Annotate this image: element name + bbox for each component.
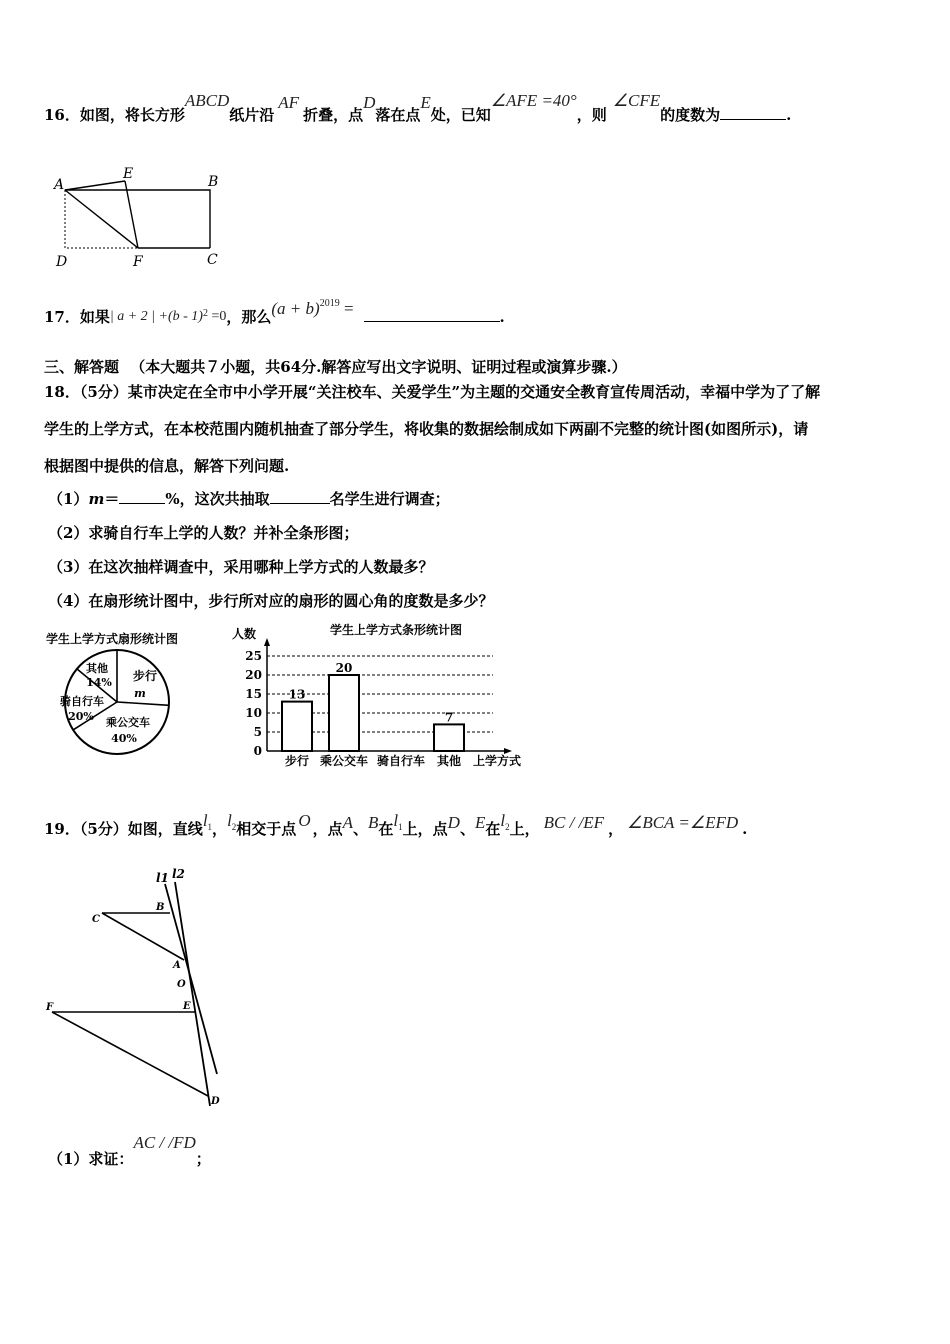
q19-label-b: B <box>156 902 165 913</box>
q16-label-d: D <box>56 254 68 270</box>
pie-value-bike: 20% <box>68 710 94 723</box>
q18-line1: 18．（5分）某市决定在全市中小学开展“关注校车、关爱学生”为主题的交通安全教育宣传周活动，幸福中学为了了解 <box>44 383 821 401</box>
q18-sub3: （3）在这次抽样调查中，采用哪种上学方式的人数最多？ <box>48 558 434 576</box>
bar-value-label-3: 7 <box>444 710 454 725</box>
q17-number: 17． <box>44 308 80 326</box>
q18-line3: 根据图中提供的信息，解答下列问题. <box>44 457 290 475</box>
q18-sub4: （4）在扇形统计图中，步行所对应的扇形的圆心角的度数是多少？ <box>48 592 494 610</box>
q19-line: 19．（5分）如图，直线$l^1$，$l^2$相交于点 O ，点A、B在$l^1$上，点D、E在$l^2$上， BC / /EF ， ∠BCA =∠EFD . <box>44 811 748 838</box>
bar-ytick-5: 5 <box>253 725 262 739</box>
q17-answer-blank <box>364 307 500 322</box>
bar-xtick-0: 步行 <box>284 754 310 768</box>
q16-seg-ef <box>125 181 138 248</box>
q18-sub1: （1）m＝ %，这次共抽取 名学生进行调查； <box>48 490 450 508</box>
bar-value-label-0: 13 <box>288 687 306 702</box>
q16-rect-dotted <box>65 190 210 248</box>
q16-figure <box>40 160 240 272</box>
q19-line-l2 <box>175 882 210 1106</box>
q19-label-a: A <box>173 960 181 971</box>
q19-number: 19．（5分）如图，直线 <box>44 820 203 838</box>
bar-xtick-2: 骑自行车 <box>376 754 426 768</box>
q17-line: 17．如果| a + 2 | +(b - 1)$^2$ =0，那么$(a + b)^{2019}$ = . <box>44 298 505 326</box>
q16-line: 16．如图，将长方形ABCD纸片沿AF折叠，点D落在点E处，已知∠AFE =40°，则∠CFE的度数为 . <box>44 91 792 124</box>
bar-ytick-25: 25 <box>245 649 262 663</box>
q16-seg-af <box>65 190 138 248</box>
q16-label-a: A <box>54 177 65 193</box>
pie-chart-title: 学生上学方式扇形统计图 <box>46 632 179 646</box>
q18-sub2: （2）求骑自行车上学的人数？并补全条形图； <box>48 524 359 542</box>
bar-ytick-10: 10 <box>245 706 262 720</box>
q16-seg-ae <box>65 181 125 190</box>
q16-number: 16． <box>44 106 80 124</box>
q19-label-e: E <box>183 1001 191 1012</box>
q19-label-l1: l1 <box>156 871 169 885</box>
q19-seg-ca <box>102 913 184 960</box>
q19-label-f: F <box>46 1002 54 1013</box>
q19-label-l2: l2 <box>172 867 185 881</box>
q16-rect-solid <box>65 190 210 248</box>
pie-label-bike: 骑自行车 <box>60 695 104 708</box>
q16-answer-blank <box>720 105 786 120</box>
bar-xtick-1: 乘公交车 <box>319 754 369 768</box>
pie-value-other: 14% <box>86 676 112 689</box>
q16-label-e: E <box>123 166 134 182</box>
q19-label-o: O <box>177 979 186 990</box>
bar-1 <box>329 675 359 751</box>
pie-value-walk: m <box>134 687 146 700</box>
bar-chart <box>225 618 535 770</box>
q19-part1: （1）求证：AC / /FD； <box>48 1133 211 1168</box>
bar-chart-title: 学生上学方式条形统计图 <box>330 623 463 637</box>
q18-m-blank <box>119 489 165 504</box>
bar-ytick-0: 0 <box>253 744 262 758</box>
q19-seg-fd <box>52 1012 208 1096</box>
bar-y-axis-arrow <box>264 638 270 646</box>
q19-label-c: C <box>92 914 100 925</box>
pie-label-walk: 步行 <box>132 669 158 683</box>
q16-label-c: C <box>207 252 218 268</box>
pie-label-bus: 乘公交车 <box>106 716 150 729</box>
q16-label-f: F <box>133 254 143 270</box>
q19-label-d: D <box>211 1096 220 1107</box>
bar-ytick-20: 20 <box>245 668 262 682</box>
bar-3 <box>434 724 464 751</box>
pie-label-other: 其他 <box>86 662 108 675</box>
q18-count-blank <box>270 489 330 504</box>
pie-chart <box>60 646 180 762</box>
bar-chart-xlabel: 上学方式 <box>473 754 522 768</box>
pie-slice-boundary-1 <box>117 702 169 705</box>
bar-0 <box>282 702 312 751</box>
bar-ytick-15: 15 <box>245 687 262 701</box>
q19-figure <box>40 864 240 1114</box>
bar-xtick-3: 其他 <box>436 754 462 768</box>
bar-chart-ylabel: 人数 <box>232 627 257 641</box>
bar-value-label-1: 20 <box>335 661 353 675</box>
section3-heading: 三、解答题 （本大题共７小题，共64分.解答应写出文字说明、证明过程或演算步骤.） <box>44 358 627 376</box>
q18-line2: 学生的上学方式，在本校范围内随机抽查了部分学生，将收集的数据绘制成如下两副不完整的统计图(如图所示)，请 <box>44 420 809 438</box>
pie-value-bus: 40% <box>111 732 137 745</box>
q16-label-b: B <box>208 174 219 190</box>
